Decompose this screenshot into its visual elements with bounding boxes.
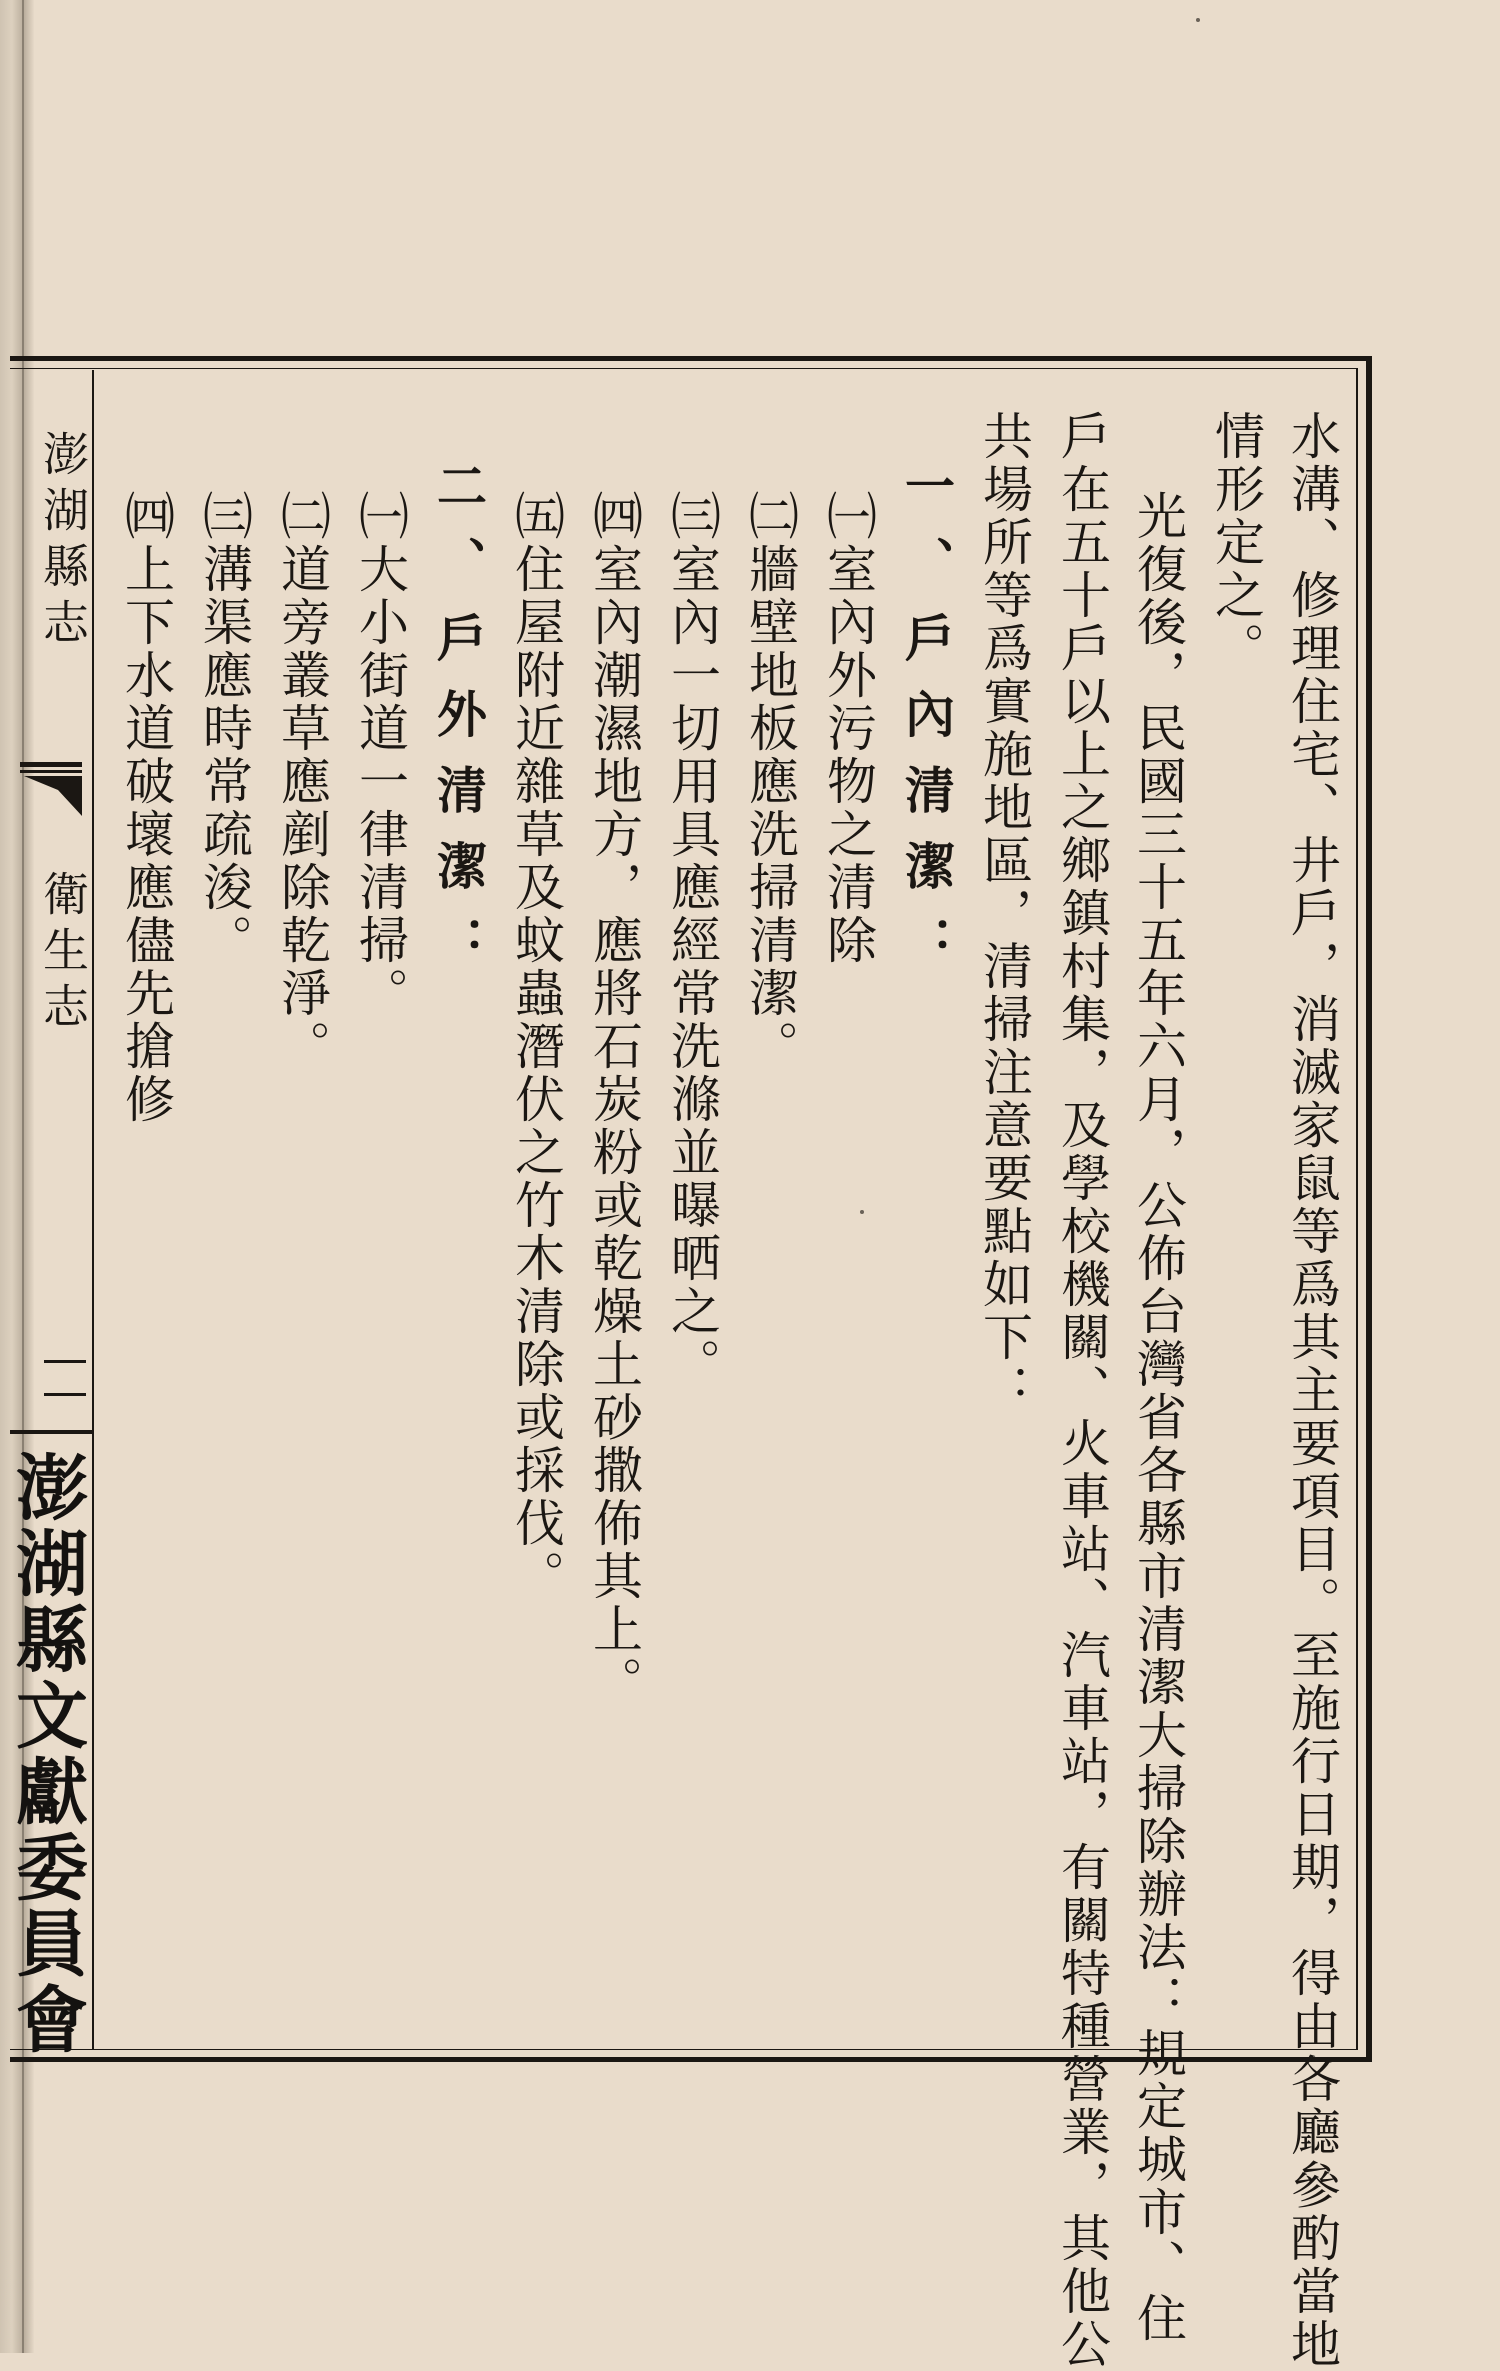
page-number-stroke [44,1393,86,1396]
heading-outdoor-cleaning: 二、戶外清潔： [429,460,488,992]
text-column-3: 光復後，民國三十五年六月，公佈台灣省各縣市清潔大掃除辦法：規定城市、住 [1129,490,1187,2345]
list-item-outdoor-4: ㈣上下水道破壞應儘先搶修 [117,490,175,1126]
list-item-outdoor-3: ㈢溝渠應時常疏浚。 [195,490,253,967]
list-item-outdoor-1: ㈠大小街道一律清掃。 [351,490,409,1020]
page-number-stroke [44,1360,86,1363]
list-item-indoor-2: ㈡牆壁地板應洗掃清潔。 [741,490,799,1073]
fish-tail-ornament [18,760,88,820]
page-number [44,1360,86,1426]
list-item-indoor-1: ㈠室內外污物之清除 [819,490,877,967]
publisher-name: 澎湖縣文獻委員會 [4,1450,89,2058]
paper-speck [1196,18,1200,22]
text-column-4: 戶在五十戶以上之鄉鎮村集，及學校機關、火車站、汽車站，有關特種營業，其他公 [1053,410,1111,2371]
margin-rule [92,370,94,2050]
list-item-indoor-4: ㈣室內潮濕地方，應將石炭粉或乾燥土砂撒佈其上。 [585,490,643,1709]
list-item-indoor-5: ㈤住屋附近雜草及蚊蟲潛伏之竹木清除或採伐。 [507,490,565,1603]
text-column-5: 共場所等爲實施地區，清掃注意要點如下： [975,410,1033,1417]
heading-indoor-cleaning: 一、戶內清潔： [897,460,956,992]
section-title: 衛生志 [36,870,90,1038]
list-item-outdoor-2: ㈡道旁叢草應剷除乾淨。 [273,490,331,1073]
text-column-2: 情形定之。 [1207,410,1265,675]
book-title: 澎湖縣志 [36,430,90,654]
publisher-rule [10,1430,92,1434]
list-item-indoor-3: ㈢室內一切用具應經常洗滌並曝晒之。 [663,490,721,1391]
text-column-1: 水溝、修理住宅、井戶，消滅家鼠等爲其主要項目。至施行日期，得由各廳參酌當地 [1283,410,1341,2371]
paper-speck [860,1210,864,1214]
